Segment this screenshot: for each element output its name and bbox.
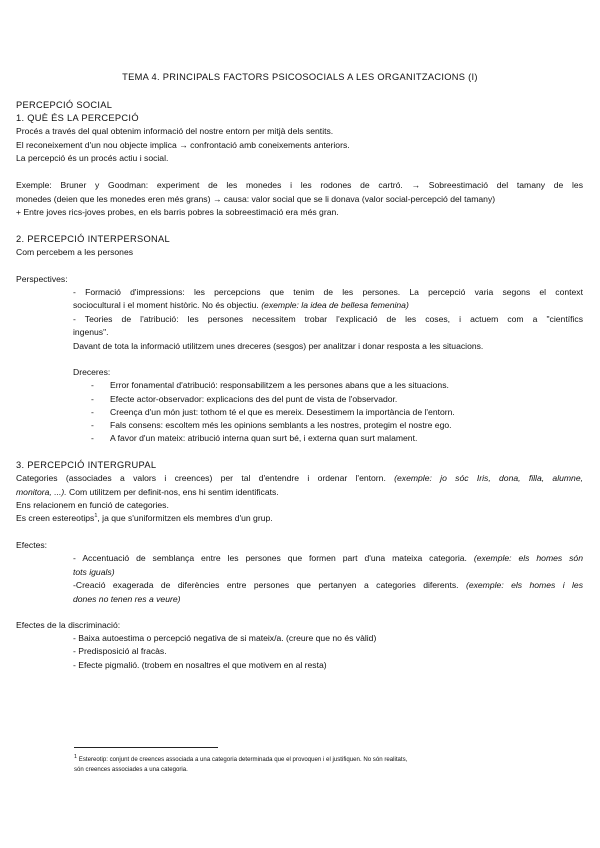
dreceres-label: Dreceres: (73, 367, 111, 377)
footnote-mark: 1 (74, 753, 78, 760)
intergrupal-text: Es creen estereotips (16, 513, 95, 523)
discriminacio-item: - Predisposició al fracàs. (73, 646, 167, 656)
list-item: Creença d'un món just: tothom té el que es mereix. Desestimem la importància de l'entorn. (110, 407, 455, 417)
list-item: Error fonamental d'atribució: responsabilitzem a les persones abans que a les situacions. (110, 380, 449, 390)
footnote-separator (74, 747, 218, 748)
efecte-item-line1 (73, 579, 583, 592)
perspective-atribucio-line1: - Teories de l'atribució: les persones necessitem trobar l'explicació de les coses, i actuem com a "científics (73, 314, 583, 324)
efecte-example: (exemple: els homes són (473, 553, 583, 563)
efectes-label: Efectes: (16, 540, 48, 550)
list-item: Fals consens: escoltem més les opinions semblants a les nostres, protegim el nostre ego. (110, 420, 452, 430)
perspectives-label: Perspectives: (16, 274, 68, 284)
intergrupal-text: , ja que s'uniformitzen els membres d'un grup. (97, 513, 273, 523)
bullet-dash: - (91, 420, 94, 430)
dreceres-intro: Davant de tota la informació utilitzem unes dreceres (sesgos) per analitzar i donar resposta a les situacions. (73, 341, 484, 351)
section-heading-percepcio-interpersonal: 2. PERCEPCIÓ INTERPERSONAL (16, 234, 171, 244)
section-heading-percepcio-social: PERCEPCIÓ SOCIAL (16, 100, 113, 110)
section-intro: Com percebem a les persones (16, 247, 134, 257)
footnote-line1 (74, 755, 407, 765)
efecte-example: tots iguals) (73, 567, 115, 577)
perspective-formacio-line2 (73, 299, 409, 312)
intergrupal-text: Com utilitzem per definit-nos, ens hi sentim identificats. (66, 487, 279, 497)
paragraph-line: El reconeixement d'un nou objecte implica → confrontació amb coneixements anteriors. (16, 140, 350, 150)
footnote-line2: són creences associades a una categoria. (74, 766, 188, 773)
efecte-item-line2 (73, 566, 115, 579)
intergrupal-line4 (16, 512, 273, 525)
document-title: TEMA 4. PRINCIPALS FACTORS PSICOSOCIALS A LES ORGANITZACIONS (I) (122, 72, 478, 82)
perspective-text: sociocultural i el moment històric. No és objectiu. (73, 300, 262, 310)
bullet-dash: - (91, 394, 94, 404)
efecte-text: -Creació exagerada de diferències entre persones que pertanyen a categories diferents. (73, 580, 466, 590)
efecte-text: - Accentuació de semblança entre les persones que formen part d'una mateixa categoria. (73, 553, 474, 563)
example-line: Exemple: Bruner y Goodman: experiment de les monedes i les rodones de cartró. → Sobreestimació del tamany de les (16, 180, 583, 190)
list-item: Efecte actor-observador: explicacions des del punt de vista de l'observador. (110, 394, 398, 404)
example-line: monedes (deien que les monedes eren més grans) → causa: valor social que se li donava (valor social-percepció del tamany) (16, 194, 496, 204)
paragraph-line: Procés a través del qual obtenim informació del nostre entorn per mitjà dels sentits. (16, 126, 334, 136)
footnote-reference[interactable]: 1 (94, 513, 98, 520)
bullet-dash: - (91, 380, 94, 390)
intergrupal-line2 (16, 486, 279, 499)
discriminacio-label: Efectes de la discriminació: (16, 620, 121, 630)
intergrupal-text: Categories (associades a valors i creences) per tal d'entendre i ordenar l'entorn. (16, 473, 395, 483)
discriminacio-item: - Baixa autoestima o percepció negativa de si mateix/a. (creure que no és vàlid) (73, 633, 377, 643)
intergrupal-example: monitora, ...). (16, 487, 67, 497)
bullet-dash: - (91, 407, 94, 417)
efecte-item-line2 (73, 593, 181, 606)
example-line: + Entre joves rics-joves probes, en els barris pobres la sobreestimació era més gran. (16, 207, 339, 217)
efecte-item-line1 (73, 552, 583, 565)
perspective-example: (exemple: la idea de bellesa femenina) (261, 300, 409, 310)
subheading-que-es-percepcio: 1. QUÈ ÉS LA PERCEPCIÓ (16, 113, 139, 123)
discriminacio-item: - Efecte pigmalió. (trobem en nosaltres el que motivem en al resta) (73, 660, 327, 670)
perspective-formacio-line1: - Formació d'impressions: les percepcions que tenim de les persones. La percepció varia segons el context (73, 287, 583, 297)
list-item: A favor d'un mateix: atribució interna quan surt bé, i externa quan surt malament. (110, 433, 418, 443)
bullet-dash: - (91, 433, 94, 443)
perspective-atribucio-line2: ingenus". (73, 327, 109, 337)
efecte-example: (exemple: els homes i les (465, 580, 584, 590)
paragraph-line: La percepció és un procés actiu i social. (16, 153, 169, 163)
footnote-text: Estereotip: conjunt de creences associada a una categoria determinada que el provoquen i el justifiquen. No són realitats, (78, 756, 408, 763)
efecte-example: dones no tenen res a veure) (73, 594, 181, 604)
intergrupal-example: (exemple: jo sóc Iris, dona, filla, alumne, (394, 473, 583, 483)
intergrupal-line3: Ens relacionem en funció de categories. (16, 500, 169, 510)
intergrupal-line1 (16, 472, 583, 485)
section-heading-percepcio-intergrupal: 3. PERCEPCIÓ INTERGRUPAL (16, 460, 157, 470)
